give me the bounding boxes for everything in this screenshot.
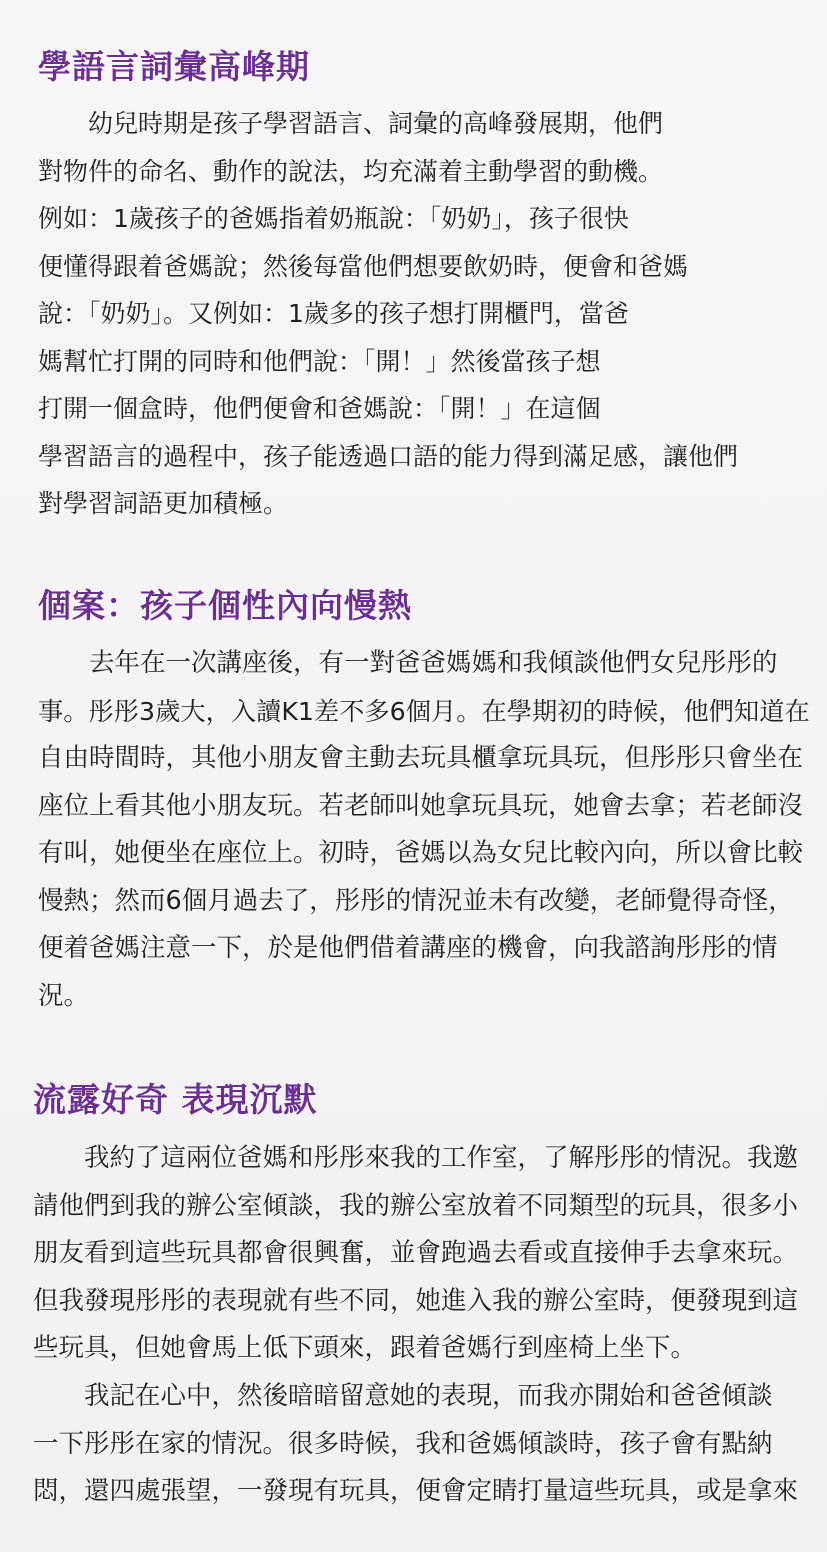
text-line: 但我發現彤彤的表現就有些不同，她進入我的辦公室時，便發現到這 <box>33 1285 799 1316</box>
text-line: 有叫，她便坐在座位上。初時，爸媽以為女兒比較內向，所以會比較 <box>38 838 804 868</box>
text-line: 打開一個盒時，他們便會和爸媽說：「開！」在這個 <box>38 394 601 423</box>
paragraph-observation <box>33 1373 813 1516</box>
text-line: 朋友看到這些玩具都會很興奮，並會跑過去看或直接伸手去拿來玩。 <box>33 1238 799 1268</box>
text-line: 座位上看其他小朋友玩。若老師叫她拿玩具玩，她會去拿；若老師沒 <box>38 790 804 821</box>
text-line: 學習語言的過程中，孩子能透過口語的能力得到滿足感，讓他們 <box>38 441 739 471</box>
section-heading-vocabulary-peak: 學語言詞彙高峰期 <box>38 47 310 86</box>
text-line: 說：「奶奶」。又例如：1歲多的孩子想打開櫃門，當爸 <box>38 299 629 328</box>
text-line: 事。彤彤3歲大，入讀K1差不多6個月。在學期初的時候，他們知道在 <box>38 696 810 726</box>
text-line: 媽幫忙打開的同時和他們說：「開！」然後當孩子想 <box>38 346 601 376</box>
text-line: 對學習詞語更加積極。 <box>38 489 289 518</box>
text-line: 自由時間時，其他小朋友會主動去玩具櫃拿玩具玩，但彤彤只會坐在 <box>38 743 804 773</box>
text-line: 慢熱；然而6個月過去了，彤彤的情況並未有改變，老師覺得奇怪， <box>38 885 794 916</box>
text-line: 我記在心中，然後暗暗留意她的表現，而我亦開始和爸爸傾談 <box>33 1381 773 1411</box>
text-line: 例如：1歲孩子的爸媽指着奶瓶說：「奶奶」，孩子很快 <box>38 204 629 233</box>
text-line: 況。 <box>38 980 90 1011</box>
text-line: 便懂得跟着爸媽說；然後每當他們想要飲奶時，便會和爸媽 <box>38 251 689 281</box>
section-heading-case-study: 個案：孩子個性內向慢熱 <box>38 586 412 625</box>
paragraph-case-study <box>38 640 813 1020</box>
text-line: 去年在一次講座後，有一對爸爸媽媽和我傾談他們女兒彤彤的 <box>38 648 778 678</box>
text-line: 一下彤彤在家的情況。很多時候，我和爸媽傾談時，孩子會有點納 <box>33 1428 773 1459</box>
text-line: 幼兒時期是孩子學習語言、詞彙的高峰發展期，他們 <box>38 109 664 138</box>
text-line: 悶，還四處張望，一發現有玩具，便會定睛打量這些玩具，或是拿來 <box>33 1476 799 1506</box>
section-heading-curious-silent: 流露好奇 表現沉默 <box>33 1080 318 1119</box>
text-line: 些玩具，但她會馬上低下頭來，跟着爸媽行到座椅上坐下。 <box>33 1333 697 1363</box>
paragraph-office-visit <box>33 1135 813 1373</box>
paragraph-vocabulary-peak <box>38 100 798 528</box>
text-line: 請他們到我的辦公室傾談，我的辦公室放着不同類型的玩具，很多小 <box>33 1190 799 1221</box>
text-line: 對物件的命名、動作的說法，均充滿着主動學習的動機。 <box>38 156 664 186</box>
text-line: 便着爸媽注意一下，於是他們借着講座的機會，向我諮詢彤彤的情 <box>38 933 778 963</box>
text-line: 我約了這兩位爸媽和彤彤來我的工作室，了解彤彤的情況。我邀 <box>33 1143 799 1173</box>
